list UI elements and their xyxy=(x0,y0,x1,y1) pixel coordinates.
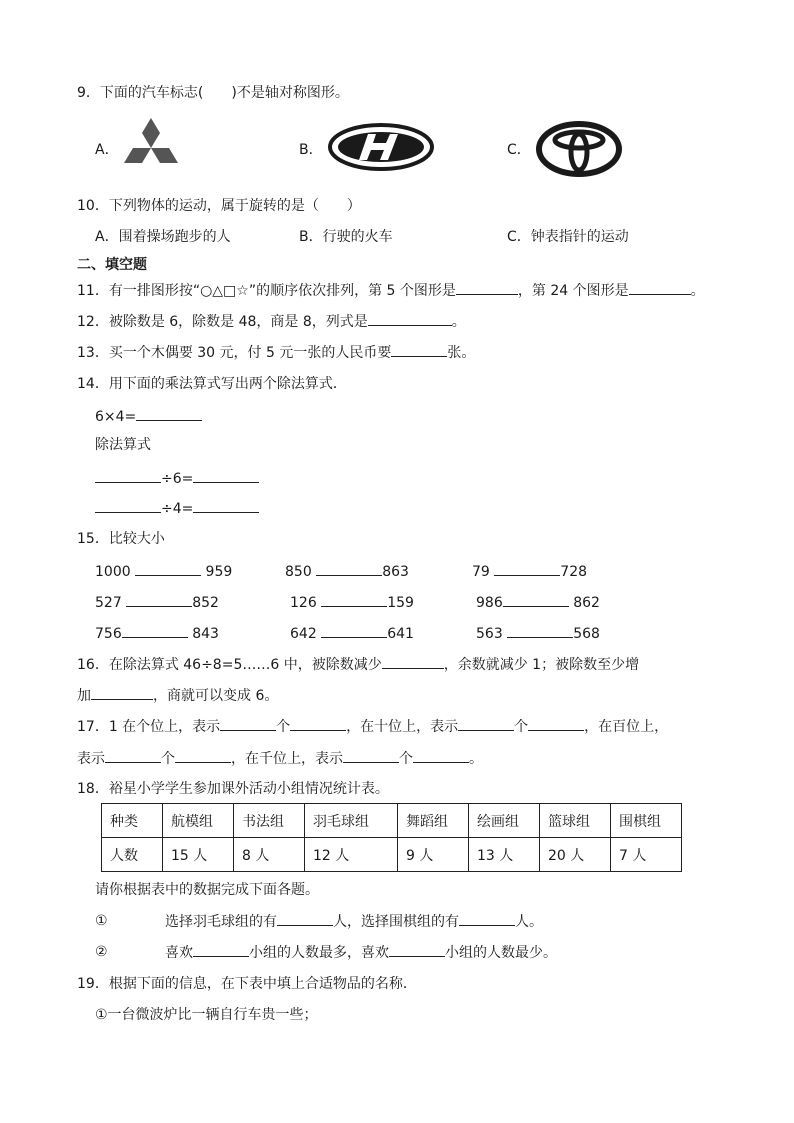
q19-sub-1: ①一台微波炉比一辆自行车贵一些； xyxy=(95,1007,318,1023)
compare-item: 126 159 xyxy=(290,592,414,613)
table-cell: 8 人 xyxy=(234,838,305,872)
q9-text: 9．下面的汽车标志( )不是轴对称图形。 xyxy=(77,85,349,101)
answer-blank[interactable] xyxy=(105,748,161,763)
answer-blank[interactable] xyxy=(459,911,515,926)
answer-blank[interactable] xyxy=(277,911,333,926)
q11: 11．有一排图形按“○△□☆”的顺序依次排列，第 5 个图形是 ，第 24 个图形是 。 xyxy=(77,280,705,301)
table-cell: 7 人 xyxy=(611,838,682,872)
mitsubishi-logo-icon xyxy=(121,118,181,174)
q13: 13．买一个木偶要 30 元，付 5 元一张的人民币要 张。 xyxy=(77,342,475,363)
answer-blank[interactable] xyxy=(456,280,518,295)
q9-option-c-label: C． xyxy=(507,142,531,158)
q10-text: 10．下列物体的运动，属于旋转的是（ ） xyxy=(77,198,361,214)
answer-blank[interactable] xyxy=(343,748,399,763)
table-cell: 13 人 xyxy=(469,838,540,872)
q10-option-a: A．围着操场跑步的人 xyxy=(95,229,231,245)
q12: 12．被除数是 6，除数是 48，商是 8，列式是 。 xyxy=(77,311,466,332)
answer-blank[interactable] xyxy=(368,311,452,326)
table-header-row xyxy=(102,804,682,838)
answer-blank[interactable] xyxy=(503,592,569,607)
table-cell: 15 人 xyxy=(163,838,234,872)
table-header-cell: 种类 xyxy=(102,804,163,838)
q18-sub-1: 选择羽毛球组的有 人，选择围棋组的有 人。 xyxy=(165,911,543,932)
table-header-cell: 绘画组 xyxy=(469,804,540,838)
answer-blank[interactable] xyxy=(507,623,573,638)
toyota-logo-icon xyxy=(535,120,623,178)
q18-sub-2: 喜欢 小组的人数最多，喜欢 小组的人数最少。 xyxy=(165,942,557,963)
q10-option-c: C．钟表指针的运动 xyxy=(507,229,629,245)
answer-blank[interactable] xyxy=(91,685,153,700)
answer-blank[interactable] xyxy=(126,592,192,607)
table-header-cell: 舞蹈组 xyxy=(398,804,469,838)
q14-division-2: ÷4= xyxy=(95,498,259,519)
table-row xyxy=(102,838,682,872)
hyundai-logo-icon xyxy=(328,122,434,172)
answer-blank[interactable] xyxy=(494,561,560,576)
answer-blank[interactable] xyxy=(389,942,445,957)
table-cell: 12 人 xyxy=(305,838,398,872)
answer-blank[interactable] xyxy=(316,561,382,576)
q18-text: 18．裕星小学学生参加课外活动小组情况统计表。 xyxy=(77,781,389,797)
q14-label: 除法算式 xyxy=(95,437,151,453)
compare-item: 850 863 xyxy=(285,561,409,582)
q17-line-2: 表示 个 ，在千位上，表示 个 。 xyxy=(77,748,483,769)
compare-item: 527 852 xyxy=(95,592,219,613)
table-header-cell: 篮球组 xyxy=(540,804,611,838)
compare-item: 79 728 xyxy=(472,561,587,582)
answer-blank[interactable] xyxy=(528,716,584,731)
q14-division-1: ÷6= xyxy=(95,468,259,489)
answer-blank[interactable] xyxy=(135,561,201,576)
q14-equation: 6×4= xyxy=(95,406,202,427)
table-header-cell: 书法组 xyxy=(234,804,305,838)
table-header-cell: 围棋组 xyxy=(611,804,682,838)
answer-blank[interactable] xyxy=(413,748,469,763)
table-cell: 20 人 xyxy=(540,838,611,872)
answer-blank[interactable] xyxy=(193,942,249,957)
answer-blank[interactable] xyxy=(122,623,188,638)
table-cell: 9 人 xyxy=(398,838,469,872)
table-header-cell: 航模组 xyxy=(163,804,234,838)
answer-blank[interactable] xyxy=(193,468,259,483)
activity-stats-table xyxy=(101,803,682,872)
answer-blank[interactable] xyxy=(629,280,691,295)
answer-blank[interactable] xyxy=(175,748,231,763)
q19-text: 19．根据下面的信息，在下表中填上合适物品的名称． xyxy=(77,976,417,992)
q15-text: 15．比较大小 xyxy=(77,531,165,547)
q10-option-b: B．行驶的火车 xyxy=(299,229,393,245)
answer-blank[interactable] xyxy=(321,623,387,638)
answer-blank[interactable] xyxy=(193,498,259,513)
table-header-cell: 羽毛球组 xyxy=(305,804,398,838)
answer-blank[interactable] xyxy=(95,498,161,513)
q14-text: 14．用下面的乘法算式写出两个除法算式． xyxy=(77,376,347,392)
compare-item: 642 641 xyxy=(290,623,414,644)
section-title-fill-in: 二、填空题 xyxy=(77,257,147,273)
answer-blank[interactable] xyxy=(321,592,387,607)
answer-blank[interactable] xyxy=(290,716,346,731)
answer-blank[interactable] xyxy=(458,716,514,731)
answer-blank[interactable] xyxy=(95,468,161,483)
answer-blank[interactable] xyxy=(220,716,276,731)
compare-item: 986 862 xyxy=(476,592,600,613)
q18-prompt: 请你根据表中的数据完成下面各题。 xyxy=(95,882,319,898)
q16-line-2: 加 ，商就可以变成 6。 xyxy=(77,685,278,706)
compare-item: 756 843 xyxy=(95,623,219,644)
q9-option-a-label: A． xyxy=(95,142,119,158)
answer-blank[interactable] xyxy=(391,342,447,357)
q17-line-1: 17．1 在个位上，表示 个 ，在十位上，表示 个 ，在百位上， xyxy=(77,716,668,737)
q18-sub-1-num: ① xyxy=(95,913,108,929)
q9-option-b-label: B． xyxy=(299,142,323,158)
q16-line-1: 16．在除法算式 46÷8=5……6 中，被除数减少 ，余数就减少 1；被除数至少增 xyxy=(77,654,639,675)
compare-item: 563 568 xyxy=(476,623,600,644)
compare-item: 1000 959 xyxy=(95,561,232,582)
answer-blank[interactable] xyxy=(382,654,444,669)
answer-blank[interactable] xyxy=(136,406,202,421)
q18-sub-2-num: ② xyxy=(95,944,108,960)
table-cell: 人数 xyxy=(102,838,163,872)
